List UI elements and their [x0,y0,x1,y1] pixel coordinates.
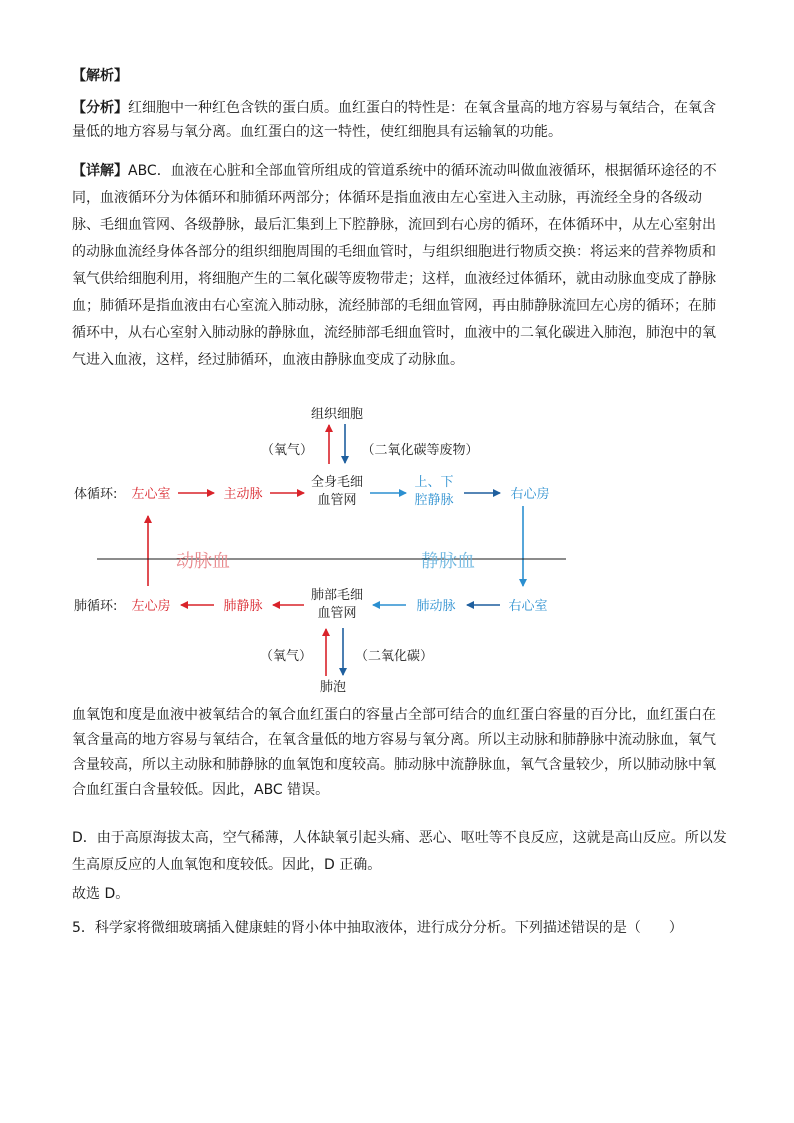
left-atrium-label: 左心房 [131,599,171,614]
pulmonary-circulation-label: 肺循环: [74,599,118,614]
right-atrium-label: 右心房 [510,487,550,502]
blood-circulation-diagram [0,398,794,698]
body-capillary-label-1: 全身毛细 [310,475,364,490]
saturation-paragraph: 血氧饱和度是血液中被氧结合的氧合血红蛋白的容量占全部可结合的血红蛋白容量的百分比，血红蛋白在氧含量高的地方容易与氧结合，在氧含量低的地方容易与氧分离。所以主动脉和肺静脉中流动脉血，氧气含量较高，所以主动脉和肺静脉的血氧饱和度较高。肺动脉中流静脉血，氧气含量较少，所以肺动脉中氧合血红蛋白含量较低。因此，ABC 错误。 [72,707,716,798]
analysis-label: 【分析】 [72,100,128,116]
pulmonary-vein-label: 肺静脉 [223,599,263,614]
venous-blood-label: 静脉血 [421,551,475,572]
alveoli-label: 肺泡 [319,680,347,695]
analysis-paragraph [72,96,728,144]
oxygen-top-label: （氧气） [260,443,314,458]
vena-cava-label-1: 上、下 [414,475,454,490]
right-ventricle-label: 右心室 [508,599,548,614]
analysis-text: 红细胞中一种红色含铁的蛋白质。血红蛋白的特性是：在氧含量高的地方容易与氧结合，在氧含量低的地方容易与氧分离。血红蛋白的这一特性，使红细胞具有运输氧的功能。 [72,100,716,140]
co2-label: （二氧化碳） [354,649,434,664]
aorta-label: 主动脉 [223,487,263,502]
answer-line: 故选 D。 [72,886,130,902]
solution-heading: 【解析】 [72,68,128,84]
detail-text: ABC．血液在心脏和全部血管所组成的管道系统中的循环流动叫做血液循环，根据循环途径的不同，血液循环分为体循环和肺循环两部分；体循环是指血液由左心室进入主动脉，再流经全身的各级动脉、毛细血管网、各级静脉，最后汇集到上下腔静脉，流回到右心房的循环，在体循环中，从左心室射出的动脉血流经身体各部分的组织细胞周围的毛细血管时，与组织细胞进行物质交换：将运来的营养物质和氧气供给细胞利用，将细胞产生的二氧化碳等废物带走；这样，血液经过体循环，就由动脉血变成了静脉血；肺循环是指血液由右心室流入肺动脉，流经肺部的毛细血管网，再由肺静脉流回左心房的循环；在肺循环中，从右心室射入肺动脉的静脉血，流经肺部毛细血管时，血液中的二氧化碳进入肺泡，肺泡中的氧气进入血液，这样，经过肺循环，血液由静脉血变成了动脉血。 [72,163,717,368]
detail-paragraph [72,158,728,374]
detail-label: 【详解】 [72,163,128,179]
question-5: 5．科学家将微细玻璃插入健康蛙的肾小体中抽取液体，进行成分分析。下列描述错误的是（ ） [72,920,683,936]
vena-cava-label-2: 腔静脉 [414,493,454,508]
body-capillary-label-2: 血管网 [317,493,357,508]
pulmonary-artery-label: 肺动脉 [416,599,456,614]
tissue-cells-label: 组织细胞 [310,407,364,422]
systemic-circulation-label: 体循环: [74,487,118,502]
left-ventricle-label: 左心室 [131,487,171,502]
lung-capillary-label-1: 肺部毛细 [310,588,364,603]
lung-capillary-label-2: 血管网 [317,606,357,621]
arterial-blood-label: 动脉血 [176,551,230,572]
co2-waste-label: （二氧化碳等废物） [361,443,479,458]
option-d-paragraph: D．由于高原海拔太高，空气稀薄，人体缺氧引起头痛、恶心、呕吐等不良反应，这就是高山反应。所以发生高原反应的人血氧饱和度较低。因此，D 正确。 [72,830,727,873]
oxygen-bottom-label: （氧气） [259,649,313,664]
